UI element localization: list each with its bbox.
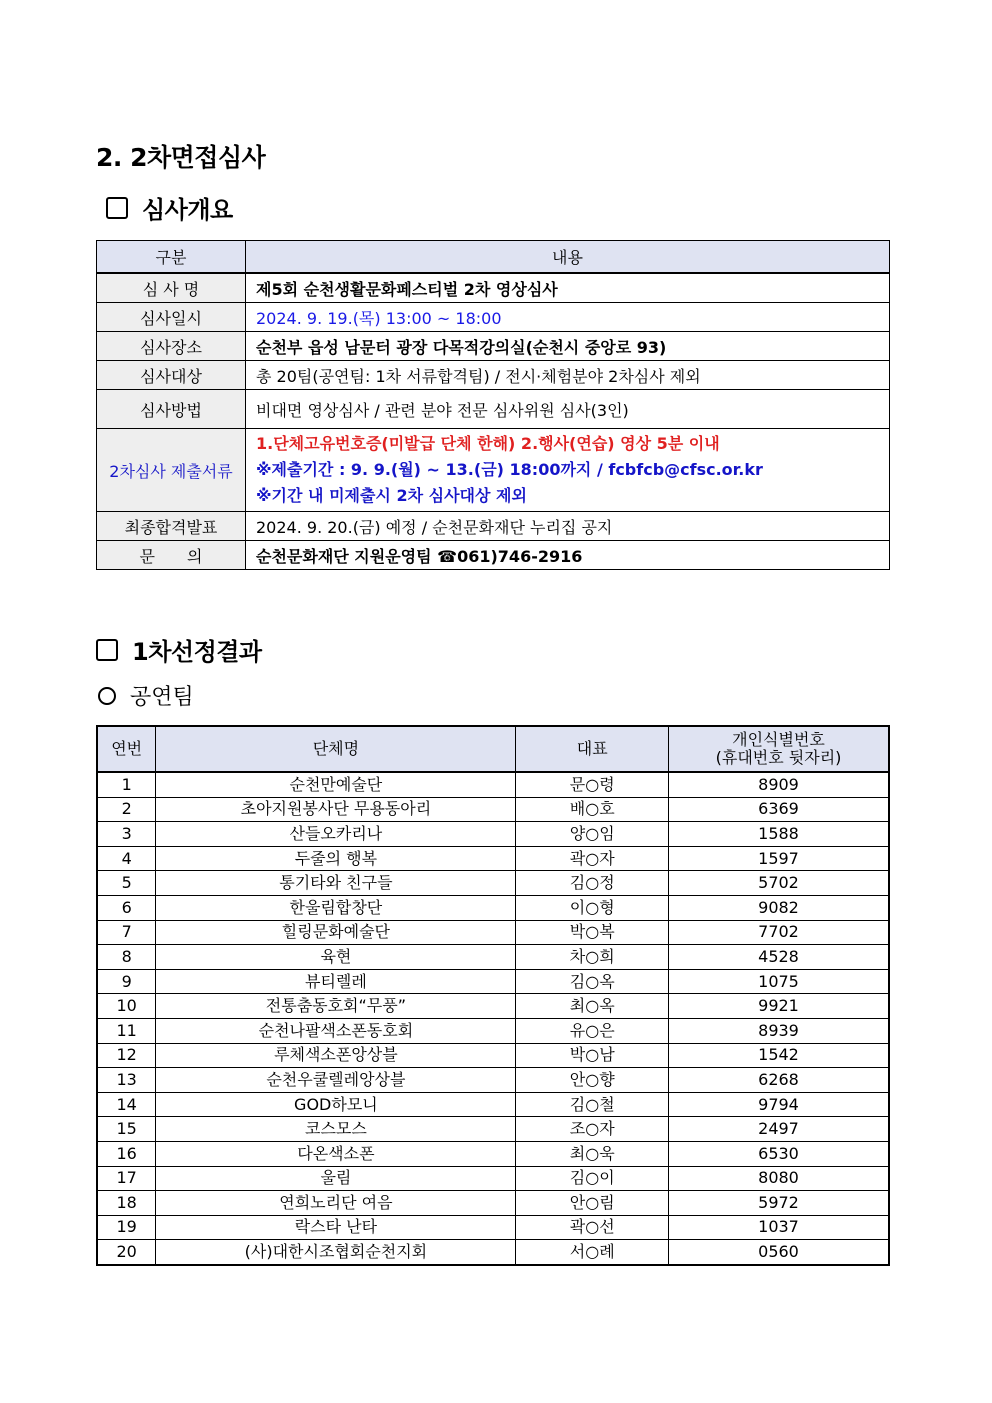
overview-value: 2024. 9. 19.(목) 13:00 ~ 18:00 [246,303,890,332]
results-body [97,772,889,1265]
row-number: 12 [97,1043,156,1068]
checkbox-square-icon [106,197,128,219]
col-header-number: 연번 [97,726,156,772]
id-number: 1075 [669,969,889,994]
id-number: 5972 [669,1191,889,1216]
circle-bullet-icon [98,687,116,705]
row-number: 18 [97,1191,156,1216]
representative: 김○철 [516,1092,669,1117]
table-row [97,772,889,797]
representative: 최○욱 [516,1141,669,1166]
overview-key: 심 사 명 [97,273,246,303]
representative: 양○임 [516,822,669,847]
overview-value: 순천부 읍성 남문터 광장 다목적강의실(순천시 중앙로 93) [246,332,890,361]
results-heading-text: 1차선정결과 [132,638,262,666]
row-number: 11 [97,1018,156,1043]
results-table [96,725,890,1266]
checkbox-square-icon [96,639,118,661]
id-number: 6268 [669,1068,889,1093]
submission-period-line: ※제출기간 : 9. 9.(월) ~ 13.(금) 18:00까지 / fcbfcb@cfsc.or.kr [256,460,763,479]
team-name: (사)대한시조협회순천지회 [156,1240,516,1265]
table-row [97,945,889,970]
representative: 박○복 [516,920,669,945]
representative: 유○은 [516,1018,669,1043]
id-number: 6530 [669,1141,889,1166]
overview-key: 심사대상 [97,361,246,390]
id-number: 4528 [669,945,889,970]
overview-value: 총 20팀(공연팀: 1차 서류합격팀) / 전시·체험분야 2차심사 제외 [246,361,890,390]
id-number: 2497 [669,1117,889,1142]
representative: 문○령 [516,772,669,797]
table-row [97,1117,889,1142]
table-row [97,846,889,871]
submission-exclusion-line: ※기간 내 미제출시 2차 심사대상 제외 [256,486,527,505]
representative: 김○이 [516,1166,669,1191]
team-name: 순천나팔색소폰동호회 [156,1018,516,1043]
team-name: 전통춤동호회“무풍” [156,994,516,1019]
col-header-team: 단체명 [156,726,516,772]
row-number: 16 [97,1141,156,1166]
representative: 김○정 [516,871,669,896]
col-header-id-line2: (휴대번호 뒷자리) [715,748,842,767]
team-name: 다온색소폰 [156,1141,516,1166]
row-number: 5 [97,871,156,896]
section-title: 2. 2차면접심사 [96,143,266,172]
team-name: 힐링문화예술단 [156,920,516,945]
table-row [97,1166,889,1191]
overview-key: 문 의 [97,541,246,570]
table-row [97,797,889,822]
table-row [97,920,889,945]
team-name: 통기타와 친구들 [156,871,516,896]
team-name: 뷰티렐레 [156,969,516,994]
row-number: 10 [97,994,156,1019]
row-number: 19 [97,1215,156,1240]
id-number: 8909 [669,772,889,797]
representative: 차○희 [516,945,669,970]
representative: 안○림 [516,1191,669,1216]
overview-col-header: 구분 [97,241,246,274]
row-number: 7 [97,920,156,945]
row-number: 8 [97,945,156,970]
results-subheading [98,680,194,711]
id-number: 8080 [669,1166,889,1191]
row-number: 9 [97,969,156,994]
col-header-rep: 대표 [516,726,669,772]
team-name: 육현 [156,945,516,970]
table-row [97,1043,889,1068]
table-row [97,1141,889,1166]
team-name: 락스타 난타 [156,1215,516,1240]
id-number: 9921 [669,994,889,1019]
table-row [97,969,889,994]
results-heading [96,632,262,667]
id-number: 5702 [669,871,889,896]
team-name: 코스모스 [156,1117,516,1142]
overview-key: 심사일시 [97,303,246,332]
table-row [97,822,889,847]
table-row [97,895,889,920]
id-number: 8939 [669,1018,889,1043]
table-row [97,1018,889,1043]
overview-key: 심사장소 [97,332,246,361]
table-row [97,871,889,896]
table-row [97,1068,889,1093]
representative: 배○호 [516,797,669,822]
row-number: 20 [97,1240,156,1265]
team-name: 연희노리단 여음 [156,1191,516,1216]
team-name: GOD하모니 [156,1092,516,1117]
row-number: 6 [97,895,156,920]
id-number: 1037 [669,1215,889,1240]
representative: 조○자 [516,1117,669,1142]
id-number: 6369 [669,797,889,822]
overview-value: 순천문화재단 지원운영팀 ☎061)746-2916 [246,541,890,570]
team-name: 산들오카리나 [156,822,516,847]
row-number: 17 [97,1166,156,1191]
row-number: 13 [97,1068,156,1093]
team-name: 순천우쿨렐레앙상블 [156,1068,516,1093]
team-name: 한울림합창단 [156,895,516,920]
row-number: 14 [97,1092,156,1117]
id-number: 1542 [669,1043,889,1068]
table-row [97,1215,889,1240]
table-row [97,994,889,1019]
overview-table [96,240,890,570]
id-number: 0560 [669,1240,889,1265]
id-number: 7702 [669,920,889,945]
id-number: 1597 [669,846,889,871]
representative: 곽○선 [516,1215,669,1240]
overview-heading [106,190,233,225]
table-row [97,1191,889,1216]
overview-key: 2차심사 제출서류 [97,429,246,512]
overview-value: 비대면 영상심사 / 관련 분야 전문 심사위원 심사(3인) [246,390,890,429]
team-name: 루체색소폰앙상블 [156,1043,516,1068]
col-header-id-line1: 개인식별번호 [732,730,825,750]
team-name: 초아지원봉사단 무용동아리 [156,797,516,822]
representative: 서○례 [516,1240,669,1265]
submission-docs-line: 1.단체고유번호증(미발급 단체 한해) 2.행사(연습) 영상 5분 이내 [256,434,720,453]
row-number: 1 [97,772,156,797]
overview-key: 최종합격발표 [97,512,246,541]
table-row [97,1092,889,1117]
row-number: 2 [97,797,156,822]
team-name: 두줄의 행복 [156,846,516,871]
representative: 김○옥 [516,969,669,994]
row-number: 4 [97,846,156,871]
overview-key: 심사방법 [97,390,246,429]
row-number: 3 [97,822,156,847]
overview-value: 2024. 9. 20.(금) 예정 / 순천문화재단 누리집 공지 [246,512,890,541]
representative: 박○남 [516,1043,669,1068]
table-row [97,1240,889,1265]
col-header-id [669,726,889,772]
id-number: 9082 [669,895,889,920]
overview-heading-text: 심사개요 [142,196,233,224]
overview-value: 제5회 순천생활문화페스티벌 2차 영상심사 [246,273,890,303]
representative: 최○옥 [516,994,669,1019]
row-number: 15 [97,1117,156,1142]
representative: 이○형 [516,895,669,920]
representative: 곽○자 [516,846,669,871]
representative: 안○향 [516,1068,669,1093]
id-number: 9794 [669,1092,889,1117]
team-name: 순천만예술단 [156,772,516,797]
id-number: 1588 [669,822,889,847]
team-name: 울림 [156,1166,516,1191]
results-subheading-text: 공연팀 [130,685,194,710]
overview-col-content: 내용 [246,241,890,274]
